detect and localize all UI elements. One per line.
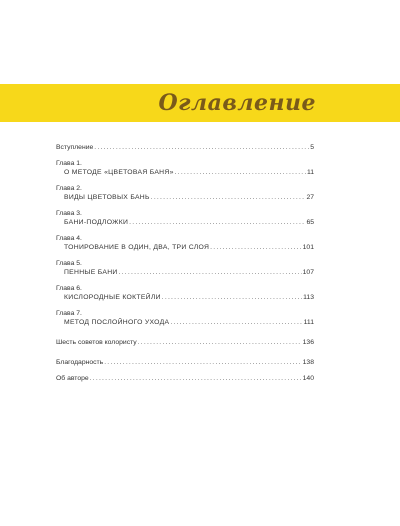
toc-entry-label: КИСЛОРОДНЫЕ КОКТЕЙЛИ	[64, 294, 161, 301]
toc-entry-chapter-5[interactable]	[56, 268, 314, 277]
toc-entry-chapter-3[interactable]	[56, 218, 314, 227]
toc-entry-intro[interactable]	[56, 143, 314, 152]
toc-entry-label: ТОНИРОВАНИЕ В ОДИН, ДВА, ТРИ СЛОЯ	[64, 244, 210, 251]
leader-dots	[170, 318, 302, 327]
toc-entry-thanks[interactable]	[56, 358, 314, 367]
toc-entry-chapter-1[interactable]	[56, 168, 314, 177]
chapter-heading: Глава 6.	[56, 285, 82, 292]
toc-entry-page: 65	[306, 219, 314, 226]
toc-entry-chapter-6[interactable]	[56, 293, 314, 302]
toc-entry-page: 111	[303, 319, 314, 326]
toc-entry-page: 138	[302, 359, 314, 366]
leader-dots	[104, 358, 301, 367]
toc-entry-page: 101	[302, 244, 314, 251]
toc-entry-label: МЕТОД ПОСЛОЙНОГО УХОДА	[64, 319, 170, 326]
toc-entry-chapter-7[interactable]	[56, 318, 314, 327]
toc-entry-page: 27	[306, 194, 314, 201]
leader-dots	[138, 338, 302, 347]
toc-entry-chapter-4[interactable]	[56, 243, 314, 252]
toc-entry-page: 113	[303, 294, 314, 301]
chapter-heading: Глава 5.	[56, 260, 82, 267]
chapter-heading: Глава 7.	[56, 310, 82, 317]
toc-entry-label: БАНИ-ПОДЛОЖКИ	[64, 219, 129, 226]
leader-dots	[151, 193, 306, 202]
toc-entry-about[interactable]	[56, 374, 314, 383]
toc-entry-tips[interactable]	[56, 338, 314, 347]
leader-dots	[162, 293, 302, 302]
leader-dots	[210, 243, 302, 252]
toc-entry-label: Шесть советов колористу	[56, 339, 137, 346]
chapter-heading: Глава 4.	[56, 235, 82, 242]
toc-entry-page: 5	[310, 144, 314, 151]
chapter-heading: Глава 3.	[56, 210, 82, 217]
toc-entry-page: 11	[306, 169, 314, 176]
toc-entry-label: Об авторе	[56, 375, 89, 382]
toc-entry-label: ВИДЫ ЦВЕТОВЫХ БАНЬ	[64, 194, 150, 201]
chapter-heading: Глава 1.	[56, 160, 82, 167]
toc-entry-page: 107	[302, 269, 314, 276]
leader-dots	[90, 374, 302, 383]
toc-entry-label: О МЕТОДЕ «ЦВЕТОВАЯ БАНЯ»	[64, 169, 174, 176]
page-title: Оглавление	[158, 90, 316, 116]
leader-dots	[175, 168, 306, 177]
toc-entry-label: Вступление	[56, 144, 94, 151]
toc-entry-page: 136	[302, 339, 314, 346]
toc-entry-chapter-2[interactable]	[56, 193, 314, 202]
chapter-heading: Глава 2.	[56, 185, 82, 192]
leader-dots	[119, 268, 302, 277]
toc-entry-label: Благодарность	[56, 359, 104, 366]
toc-entry-page: 140	[302, 375, 314, 382]
table-of-contents	[56, 143, 314, 383]
leader-dots	[94, 143, 309, 152]
leader-dots	[129, 218, 305, 227]
toc-entry-label: ПЕННЫЕ БАНИ	[64, 269, 118, 276]
